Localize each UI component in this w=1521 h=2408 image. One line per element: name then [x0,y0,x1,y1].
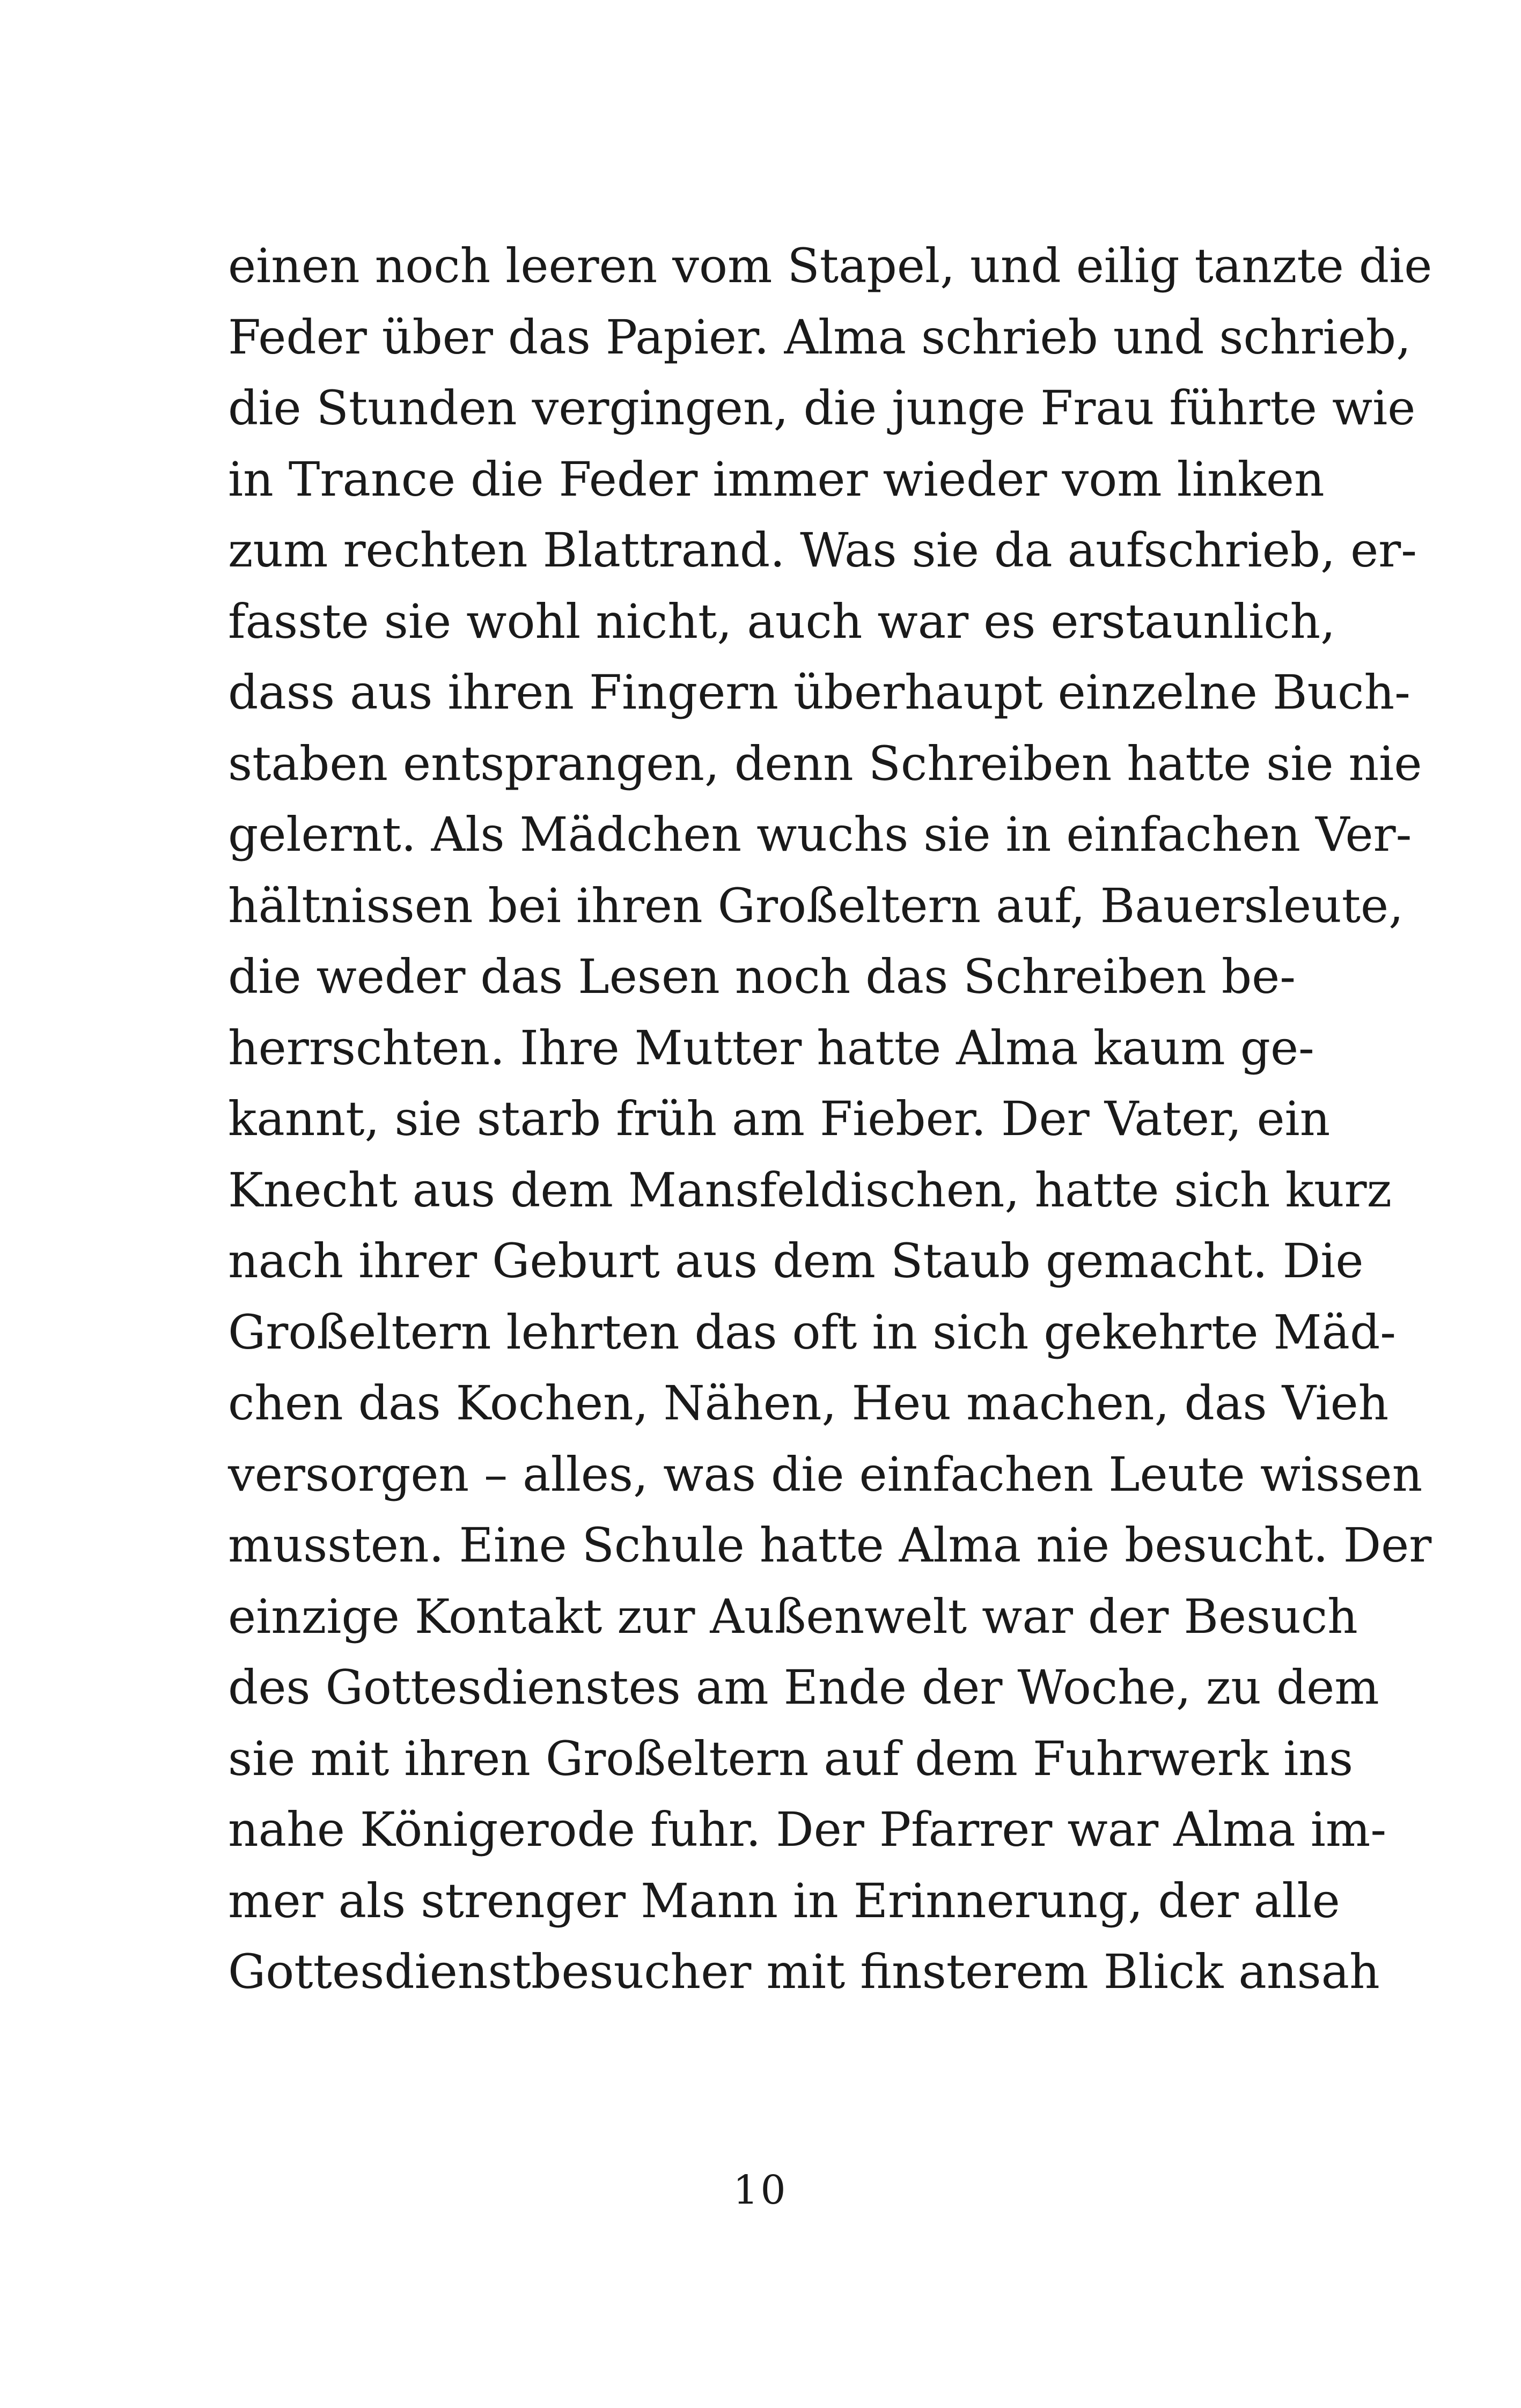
text-line: Knecht aus dem Mansfeldischen, hatte sich kurz [228,1162,1392,1218]
text-line: sie mit ihren Großeltern auf dem Fuhrwerk ins [228,1730,1354,1786]
text-line: hältnissen bei ihren Großeltern auf, Bauersleute, [228,878,1404,933]
text-line: mussten. Eine Schule hatte Alma nie besucht. Der [228,1518,1432,1573]
text-line: einzige Kontakt zur Außenwelt war der Besuch [228,1588,1358,1644]
text-line: versorgen – alles, was die einfachen Leute wissen [228,1446,1423,1502]
text-line: mer als strenger Mann in Erinnerung, der alle [228,1873,1340,1928]
text-line: nahe Königerode fuhr. Der Pfarrer war Alma im- [228,1802,1387,1857]
text-line: staben entsprangen, denn Schreiben hatte sie nie [228,735,1422,791]
text-line: Großeltern lehrten das oft in sich gekehrte Mäd- [228,1304,1397,1360]
text-line: einen noch leeren vom Stapel, und eilig tanzte die [228,238,1432,293]
text-line: des Gottesdienstes am Ende der Woche, zu dem [228,1660,1379,1715]
body-text [228,231,1432,2008]
page-number: 10 [733,2167,788,2213]
text-line: Feder über das Papier. Alma schrieb und schrieb, [228,309,1412,365]
text-line: chen das Kochen, Nähen, Heu machen, das Vieh [228,1375,1389,1431]
text-line: die weder das Lesen noch das Schreiben be- [228,949,1296,1004]
text-line: nach ihrer Geburt aus dem Staub gemacht. Die [228,1233,1364,1288]
text-line: Gottesdienstbesucher mit finsterem Blick ansah [228,1944,1380,1999]
text-line: fasste sie wohl nicht, auch war es erstaunlich, [228,593,1336,649]
text-line: dass aus ihren Fingern überhaupt einzelne Buch- [228,665,1410,720]
text-line: zum rechten Blattrand. Was sie da aufschrieb, er- [228,522,1417,578]
text-line: gelernt. Als Mädchen wuchs sie in einfachen Ver- [228,807,1412,862]
text-line: in Trance die Feder immer wieder vom linken [228,451,1325,507]
text-line: herrschten. Ihre Mutter hatte Alma kaum ge- [228,1020,1314,1076]
text-line: die Stunden vergingen, die junge Frau führte wie [228,380,1416,436]
text-line: kannt, sie starb früh am Fieber. Der Vater, ein [228,1091,1331,1146]
